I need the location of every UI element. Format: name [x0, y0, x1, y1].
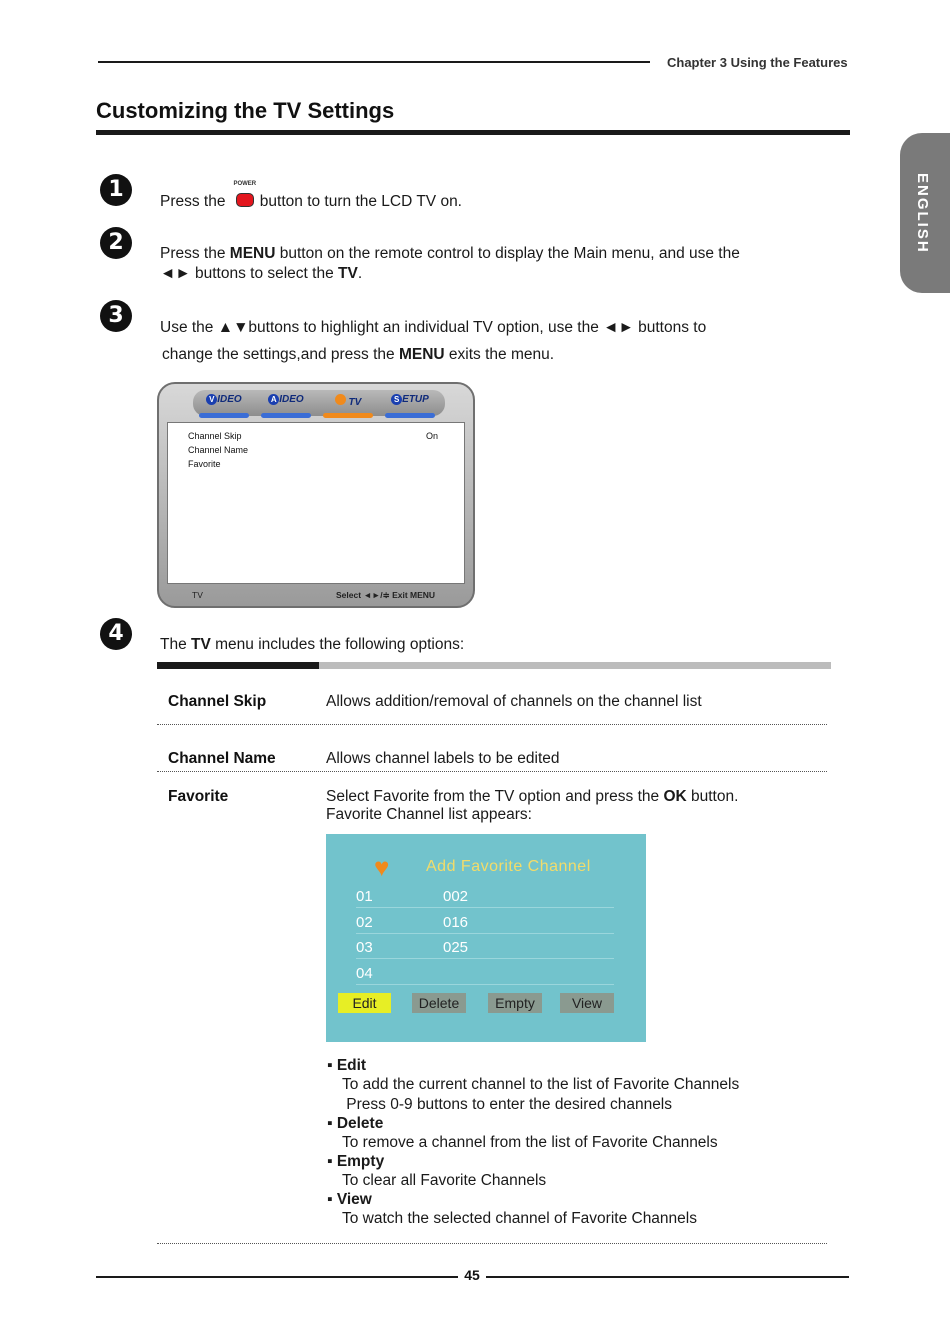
title-rule	[96, 130, 850, 135]
tab-tv: TV	[323, 394, 373, 412]
page-number: 45	[464, 1267, 480, 1283]
option-term: Channel Skip	[168, 693, 267, 710]
delete-button: Delete	[412, 993, 466, 1013]
step-1-text	[160, 181, 462, 211]
option-desc: Allows addition/removal of channels on the channel list	[326, 693, 702, 710]
step-2-line2: ◄► buttons to select the TV.	[160, 265, 363, 282]
footer-rule-left	[96, 1276, 458, 1278]
tv-menu-screen	[167, 422, 465, 584]
language-tab	[900, 133, 950, 293]
favorite-row: 04	[356, 963, 614, 985]
bullet-view: ▪ View	[327, 1191, 372, 1208]
step-4-text: The TV menu includes the following options:	[160, 636, 465, 653]
language-tab-label: ENGLISH	[914, 173, 931, 254]
step-1-post: button to turn the LCD TV on.	[259, 193, 462, 210]
power-button-icon	[232, 181, 258, 209]
bullet-empty: ▪ Empty	[327, 1153, 385, 1170]
tv-menu-tabbar	[193, 390, 445, 416]
tv-menu-value: On	[426, 431, 439, 441]
bullet-edit-desc: To add the current channel to the list of Favorite Channels	[342, 1076, 740, 1093]
footer-rule-right	[486, 1276, 849, 1278]
option-desc-2: Favorite Channel list appears:	[326, 806, 532, 823]
step-2-line1: Press the MENU button on the remote control to display the Main menu, and use the	[160, 245, 740, 262]
bullet-view-desc: To watch the selected channel of Favorite Channels	[342, 1210, 697, 1227]
bullet-delete-desc: To remove a channel from the list of Favorite Channels	[342, 1134, 718, 1151]
bullet-edit-desc-2: Press 0-9 buttons to enter the desired channels	[342, 1096, 673, 1113]
row-divider	[157, 771, 827, 772]
tv-menu-item: Favorite	[188, 459, 221, 469]
favorite-row: 01 002	[356, 886, 614, 908]
table-header-bar-light	[319, 662, 831, 669]
step-2-badge: 2	[100, 227, 132, 259]
bullet-empty-desc: To clear all Favorite Channels	[342, 1172, 547, 1189]
tv-menu-item: Channel Skip	[188, 431, 242, 441]
tv-menu-screenshot	[157, 382, 475, 608]
favorite-row: 03 025	[356, 937, 614, 959]
header-rule	[98, 61, 650, 63]
heart-icon: ♥	[374, 852, 390, 882]
chapter-title: Chapter 3 Using the Features	[667, 55, 848, 70]
step-1-badge: 1	[100, 174, 132, 206]
step-3-badge: 3	[100, 300, 132, 332]
option-term: Channel Name	[168, 750, 276, 767]
tv-menu-footer-hint: Select ◄►/≑ Exit MENU	[336, 590, 436, 600]
tab-audio: A IDEO	[261, 394, 311, 412]
option-term: Favorite	[168, 788, 229, 805]
tab-setup: S ETUP	[385, 394, 435, 412]
table-header-bar-dark	[157, 662, 319, 669]
favorite-channel-panel	[326, 834, 646, 1042]
bullet-delete: ▪ Delete	[327, 1115, 384, 1132]
step-1-pre: Press the	[160, 193, 226, 210]
tv-menu-item: Channel Name	[188, 445, 249, 455]
option-desc: Select Favorite from the TV option and press the OK button.	[326, 788, 739, 805]
row-divider	[157, 724, 827, 725]
page-title: Customizing the TV Settings	[96, 98, 395, 123]
edit-button: Edit	[338, 993, 391, 1013]
power-label: POWER	[233, 181, 257, 187]
option-desc: Allows channel labels to be edited	[326, 750, 560, 767]
favorite-panel-title: Add Favorite Channel	[426, 858, 591, 875]
step-3-line2: change the settings,and press the MENU exits the menu.	[162, 346, 555, 363]
favorite-row: 02 016	[356, 912, 614, 934]
row-divider	[157, 1243, 827, 1244]
step-3-line1: Use the ▲▼buttons to highlight an individual TV option, use the ◄► buttons to	[160, 319, 707, 336]
bullet-edit: ▪ Edit	[327, 1057, 367, 1074]
tab-video: V IDEO	[199, 394, 249, 412]
step-4-badge: 4	[100, 618, 132, 650]
empty-button: Empty	[488, 993, 542, 1013]
tv-menu-footer-label: TV	[192, 590, 203, 600]
view-button: View	[560, 993, 614, 1013]
